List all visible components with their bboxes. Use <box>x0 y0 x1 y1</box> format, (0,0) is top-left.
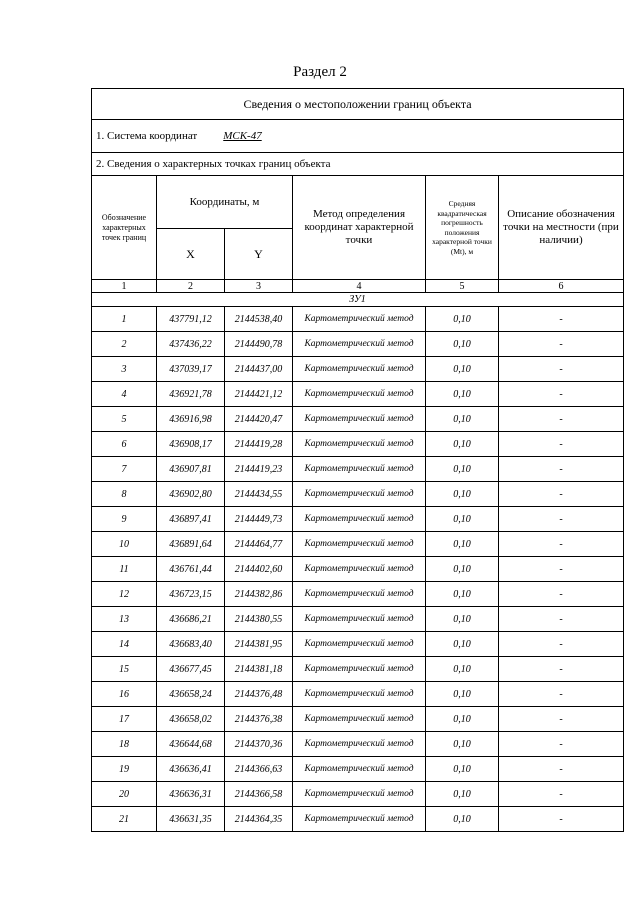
point-number: 10 <box>92 532 157 557</box>
method-cell: Картометрический метод <box>293 782 426 807</box>
x-coordinate: 436897,41 <box>157 507 225 532</box>
method-cell: Картометрический метод <box>293 807 426 832</box>
method-cell: Картометрический метод <box>293 507 426 532</box>
table-row <box>92 682 624 707</box>
y-coordinate: 2144402,60 <box>225 557 293 582</box>
y-coordinate: 2144376,48 <box>225 682 293 707</box>
point-number: 8 <box>92 482 157 507</box>
description-cell: - <box>499 532 624 557</box>
error-cell: 0,10 <box>426 632 499 657</box>
method-cell: Картометрический метод <box>293 732 426 757</box>
method-cell: Картометрический метод <box>293 407 426 432</box>
error-cell: 0,10 <box>426 482 499 507</box>
x-coordinate: 436636,31 <box>157 782 225 807</box>
error-cell: 0,10 <box>426 582 499 607</box>
error-cell: 0,10 <box>426 707 499 732</box>
error-cell: 0,10 <box>426 332 499 357</box>
header-y: Y <box>225 229 293 280</box>
coord-system-row <box>92 120 624 153</box>
point-number: 6 <box>92 432 157 457</box>
description-cell: - <box>499 382 624 407</box>
point-number: 12 <box>92 582 157 607</box>
description-cell: - <box>499 782 624 807</box>
x-coordinate: 436658,02 <box>157 707 225 732</box>
method-cell: Картометрический метод <box>293 607 426 632</box>
table-row <box>92 357 624 382</box>
point-number: 16 <box>92 682 157 707</box>
x-coordinate: 436902,80 <box>157 482 225 507</box>
method-cell: Картометрический метод <box>293 532 426 557</box>
table-row <box>92 707 624 732</box>
point-number: 19 <box>92 757 157 782</box>
x-coordinate: 436921,78 <box>157 382 225 407</box>
error-cell: 0,10 <box>426 757 499 782</box>
description-cell: - <box>499 357 624 382</box>
description-cell: - <box>499 757 624 782</box>
y-coordinate: 2144381,18 <box>225 657 293 682</box>
error-cell: 0,10 <box>426 682 499 707</box>
method-cell: Картометрический метод <box>293 307 426 332</box>
x-coordinate: 436916,98 <box>157 407 225 432</box>
y-coordinate: 2144380,55 <box>225 607 293 632</box>
description-cell: - <box>499 732 624 757</box>
column-number: 4 <box>293 280 426 293</box>
point-number: 7 <box>92 457 157 482</box>
method-cell: Картометрический метод <box>293 632 426 657</box>
error-cell: 0,10 <box>426 507 499 532</box>
table-row <box>92 382 624 407</box>
description-cell: - <box>499 682 624 707</box>
y-coordinate: 2144538,40 <box>225 307 293 332</box>
error-cell: 0,10 <box>426 307 499 332</box>
method-cell: Картометрический метод <box>293 432 426 457</box>
method-cell: Картометрический метод <box>293 757 426 782</box>
table-row <box>92 482 624 507</box>
x-coordinate: 436631,35 <box>157 807 225 832</box>
point-number: 3 <box>92 357 157 382</box>
table-row <box>92 332 624 357</box>
header-description: Описание обозначения точки на местности (при наличии) <box>499 176 624 280</box>
header-designation: Обозначение характерных точек границ <box>92 176 157 280</box>
table-row <box>92 457 624 482</box>
error-cell: 0,10 <box>426 657 499 682</box>
description-cell: - <box>499 807 624 832</box>
error-cell: 0,10 <box>426 807 499 832</box>
description-cell: - <box>499 582 624 607</box>
method-cell: Картометрический метод <box>293 457 426 482</box>
description-cell: - <box>499 307 624 332</box>
point-number: 5 <box>92 407 157 432</box>
description-cell: - <box>499 557 624 582</box>
description-cell: - <box>499 332 624 357</box>
header-error: Средняя квадратическая погрешность положения характерной точки (Mt), м <box>426 176 499 280</box>
table-row <box>92 782 624 807</box>
x-coordinate: 436644,68 <box>157 732 225 757</box>
table-row <box>92 407 624 432</box>
y-coordinate: 2144449,73 <box>225 507 293 532</box>
coord-system-value: МСК-47 <box>223 130 262 142</box>
table-title: Сведения о местоположении границ объекта <box>92 89 624 120</box>
column-number: 5 <box>426 280 499 293</box>
table-row <box>92 607 624 632</box>
x-coordinate: 436658,24 <box>157 682 225 707</box>
y-coordinate: 2144370,36 <box>225 732 293 757</box>
error-cell: 0,10 <box>426 557 499 582</box>
point-number: 20 <box>92 782 157 807</box>
x-coordinate: 436891,64 <box>157 532 225 557</box>
point-number: 9 <box>92 507 157 532</box>
header-x: X <box>157 229 225 280</box>
error-cell: 0,10 <box>426 732 499 757</box>
method-cell: Картометрический метод <box>293 707 426 732</box>
x-coordinate: 437791,12 <box>157 307 225 332</box>
table-row <box>92 657 624 682</box>
description-cell: - <box>499 657 624 682</box>
x-coordinate: 436723,15 <box>157 582 225 607</box>
x-coordinate: 436761,44 <box>157 557 225 582</box>
y-coordinate: 2144376,38 <box>225 707 293 732</box>
table-row <box>92 307 624 332</box>
y-coordinate: 2144419,23 <box>225 457 293 482</box>
description-cell: - <box>499 432 624 457</box>
points-section-label: 2. Сведения о характерных точках границ объекта <box>92 153 624 176</box>
y-coordinate: 2144434,55 <box>225 482 293 507</box>
x-coordinate: 436686,21 <box>157 607 225 632</box>
zone-label: ЗУ1 <box>92 293 624 307</box>
method-cell: Картометрический метод <box>293 382 426 407</box>
description-cell: - <box>499 607 624 632</box>
y-coordinate: 2144381,95 <box>225 632 293 657</box>
method-cell: Картометрический метод <box>293 357 426 382</box>
y-coordinate: 2144419,28 <box>225 432 293 457</box>
error-cell: 0,10 <box>426 432 499 457</box>
column-number: 6 <box>499 280 624 293</box>
y-coordinate: 2144364,35 <box>225 807 293 832</box>
point-number: 11 <box>92 557 157 582</box>
description-cell: - <box>499 707 624 732</box>
error-cell: 0,10 <box>426 382 499 407</box>
description-cell: - <box>499 632 624 657</box>
x-coordinate: 436636,41 <box>157 757 225 782</box>
y-coordinate: 2144437,00 <box>225 357 293 382</box>
point-number: 15 <box>92 657 157 682</box>
point-number: 13 <box>92 607 157 632</box>
x-coordinate: 436907,81 <box>157 457 225 482</box>
x-coordinate: 436683,40 <box>157 632 225 657</box>
column-number: 3 <box>225 280 293 293</box>
error-cell: 0,10 <box>426 457 499 482</box>
method-cell: Картометрический метод <box>293 657 426 682</box>
method-cell: Картометрический метод <box>293 582 426 607</box>
table-row <box>92 557 624 582</box>
point-number: 14 <box>92 632 157 657</box>
method-cell: Картометрический метод <box>293 482 426 507</box>
point-number: 1 <box>92 307 157 332</box>
header-method: Метод определения координат характерной точки <box>293 176 426 280</box>
coord-system-label: 1. Система координат <box>96 130 198 142</box>
y-coordinate: 2144420,47 <box>225 407 293 432</box>
y-coordinate: 2144366,63 <box>225 757 293 782</box>
column-number: 1 <box>92 280 157 293</box>
table-row <box>92 632 624 657</box>
x-coordinate: 436677,45 <box>157 657 225 682</box>
table-row <box>92 532 624 557</box>
point-number: 18 <box>92 732 157 757</box>
point-number: 17 <box>92 707 157 732</box>
y-coordinate: 2144421,12 <box>225 382 293 407</box>
point-number: 4 <box>92 382 157 407</box>
error-cell: 0,10 <box>426 357 499 382</box>
point-number: 21 <box>92 807 157 832</box>
header-coordinates: Координаты, м <box>157 176 293 229</box>
method-cell: Картометрический метод <box>293 682 426 707</box>
error-cell: 0,10 <box>426 407 499 432</box>
y-coordinate: 2144490,78 <box>225 332 293 357</box>
method-cell: Картометрический метод <box>293 332 426 357</box>
description-cell: - <box>499 457 624 482</box>
description-cell: - <box>499 407 624 432</box>
table-row <box>92 582 624 607</box>
section-title: Раздел 2 <box>293 64 347 80</box>
table-row <box>92 432 624 457</box>
error-cell: 0,10 <box>426 782 499 807</box>
x-coordinate: 437436,22 <box>157 332 225 357</box>
x-coordinate: 436908,17 <box>157 432 225 457</box>
x-coordinate: 437039,17 <box>157 357 225 382</box>
boundary-table <box>91 88 624 832</box>
y-coordinate: 2144366,58 <box>225 782 293 807</box>
table-row <box>92 757 624 782</box>
y-coordinate: 2144382,86 <box>225 582 293 607</box>
table-row <box>92 507 624 532</box>
y-coordinate: 2144464,77 <box>225 532 293 557</box>
error-cell: 0,10 <box>426 532 499 557</box>
point-number: 2 <box>92 332 157 357</box>
table-row <box>92 807 624 832</box>
table-row <box>92 732 624 757</box>
description-cell: - <box>499 507 624 532</box>
column-number: 2 <box>157 280 225 293</box>
method-cell: Картометрический метод <box>293 557 426 582</box>
description-cell: - <box>499 482 624 507</box>
error-cell: 0,10 <box>426 607 499 632</box>
